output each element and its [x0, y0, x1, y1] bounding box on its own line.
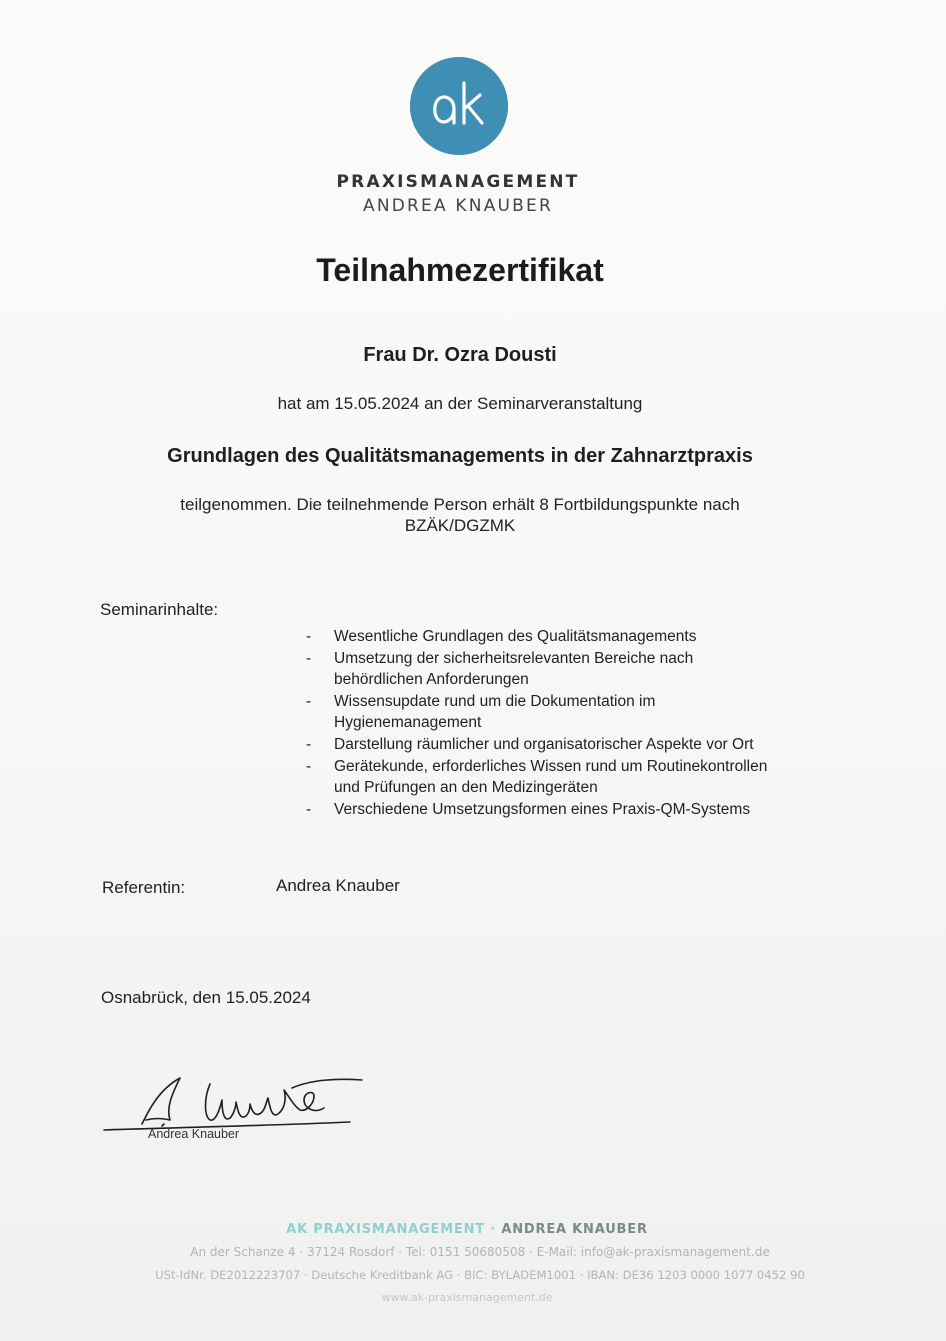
- bullet-dash: -: [306, 650, 312, 667]
- ak-logo-mark: [410, 57, 508, 155]
- list-item: [300, 734, 840, 755]
- participation-line-2: BZÄK/DGZMK: [404, 516, 516, 535]
- company-logo: [410, 57, 508, 155]
- attendance-date-line: hat am 15.05.2024 an der Seminarveranstaltung: [277, 394, 643, 413]
- speaker-name: Andrea Knauber: [276, 876, 400, 895]
- list-item: [300, 626, 840, 647]
- participation-text: [120, 494, 800, 536]
- list-item: [300, 756, 840, 798]
- footer-brand-part1: AK PRAXISMANAGEMENT ·: [286, 1222, 502, 1237]
- seminar-title: Grundlagen des Qualitätsmanagements in der Zahnarztpraxis: [167, 445, 753, 467]
- list-item: [300, 691, 840, 733]
- speaker-label: Referentin:: [102, 878, 186, 897]
- list-item-text-continued: Hygienemanagement: [334, 714, 482, 731]
- footer-website-link[interactable]: www.ak-praxismanagement.de: [381, 1291, 553, 1304]
- bullet-dash: -: [306, 758, 312, 775]
- footer-bank-line: USt-IdNr. DE2012223707 · Deutsche Kreditbank AG · BIC: BYLADEM1001 · IBAN: DE36 1203 0000 1077 0452 90: [155, 1268, 805, 1282]
- bullet-dash: -: [306, 628, 312, 645]
- list-item: [300, 799, 840, 820]
- list-item-text: Darstellung räumlicher und organisatorischer Aspekte vor Ort: [334, 736, 754, 753]
- bullet-dash: -: [306, 693, 312, 710]
- footer-address-line: An der Schanze 4 · 37124 Rosdorf · Tel: 0151 50680508 · E-Mail: info@ak-praxismanagement.de: [190, 1245, 770, 1259]
- seminar-contents-list: [300, 626, 840, 821]
- list-item-text: Verschiedene Umsetzungsformen eines Praxis-QM-Systems: [334, 801, 751, 818]
- logo-wordmark-line2: ANDREA KNAUBER: [363, 196, 553, 216]
- logo-wordmark-line1: PRAXISMANAGEMENT: [336, 172, 580, 192]
- bullet-dash: -: [306, 736, 312, 753]
- participation-line-1: teilgenommen. Die teilnehmende Person erhält 8 Fortbildungspunkte nach: [180, 495, 740, 514]
- list-item-text: Wesentliche Grundlagen des Qualitätsmanagements: [334, 628, 697, 645]
- recipient-name: Frau Dr. Ozra Dousti: [363, 344, 557, 366]
- list-item: [300, 648, 840, 690]
- list-item-text: Wissensupdate rund um die Dokumentation im: [334, 693, 656, 710]
- list-item-text: Gerätekunde, erforderliches Wissen rund um Routinekontrollen: [334, 758, 768, 775]
- signature-caption: Andrea Knauber: [148, 1127, 240, 1141]
- footer-brand: [200, 1222, 734, 1237]
- list-item-text-continued: behördlichen Anforderungen: [334, 671, 529, 688]
- seminar-contents-label: Seminarinhalte:: [100, 600, 219, 619]
- list-item-text-continued: und Prüfungen an den Medizingeräten: [334, 779, 598, 796]
- footer-brand-part2: ANDREA KNAUBER: [501, 1222, 648, 1237]
- list-item-text: Umsetzung der sicherheitsrelevanten Bereiche nach: [334, 650, 694, 667]
- certificate-title: Teilnahmezertifikat: [316, 252, 604, 288]
- place-and-date: Osnabrück, den 15.05.2024: [101, 988, 311, 1007]
- bullet-dash: -: [306, 801, 312, 818]
